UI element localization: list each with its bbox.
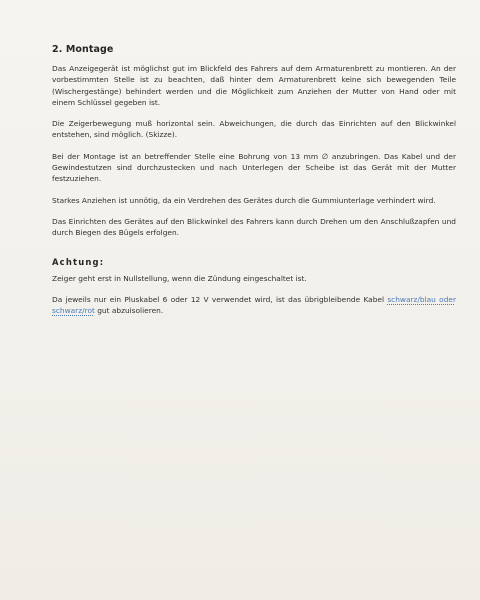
warning-cable-text-after: gut abzuisolieren.: [94, 306, 164, 316]
section-title: 2. Montage: [52, 44, 114, 55]
paragraph-drilling: Bei der Montage ist an betreffender Stelle eine Bohrung von 13 mm ∅ anzubringen. Das Kabel und der Gewindestutzen sind durchzustecken und nach Unterlegen der Scheibe ist das Gerät mit der Mutter festzuziehen.: [52, 151, 456, 184]
paragraph-tightening: Starkes Anziehen ist unnötig, da ein Verdrehen des Gerätes durch die Gummiunterlage verhindert wird.: [52, 195, 436, 205]
paragraph-pointer-movement: Die Zeigerbewegung muß horizontal sein. Abweichungen, die durch das Einrichten auf den Blickwinkel entstehen, sind möglich. (Skizze).: [52, 119, 456, 140]
section-spacer: [52, 249, 456, 257]
warning-cable-text-before: Da jeweils nur ein Pluskabel 6 oder 12 V verwendet wird, ist das übrigbleibende Kabel: [52, 294, 388, 304]
document-content: [52, 44, 456, 326]
warning-line-zero-position: Zeiger geht erst in Nullstellung, wenn die Zündung eingeschaltet ist.: [52, 273, 307, 283]
warning-title: Achtung:: [52, 256, 105, 267]
handwritten-cable-annotation: schwarz/blau oder schwarz/rot: [52, 294, 456, 316]
paragraph-mounting-position: Das Anzeigegerät ist möglichst gut im Blickfeld des Fahrers auf dem Armaturenbrett zu montieren. An der vorbestimmten Stelle ist zu beachten, daß hinter dem Armaturenbrett keine sich bewegenden Teile (Wischergestänge) behindert werden und die Möglichkeit zum Anziehen der Mutter von Hand oder mit einem Schlüssel gegeben ist.: [52, 64, 456, 107]
warning-line-cable: [52, 294, 456, 317]
paragraph-adjustment: Das Einrichten des Gerätes auf den Blickwinkel des Fahrers kann durch Drehen um den Anschlußzapfen und durch Biegen des Bügels erfolgen.: [52, 216, 456, 238]
